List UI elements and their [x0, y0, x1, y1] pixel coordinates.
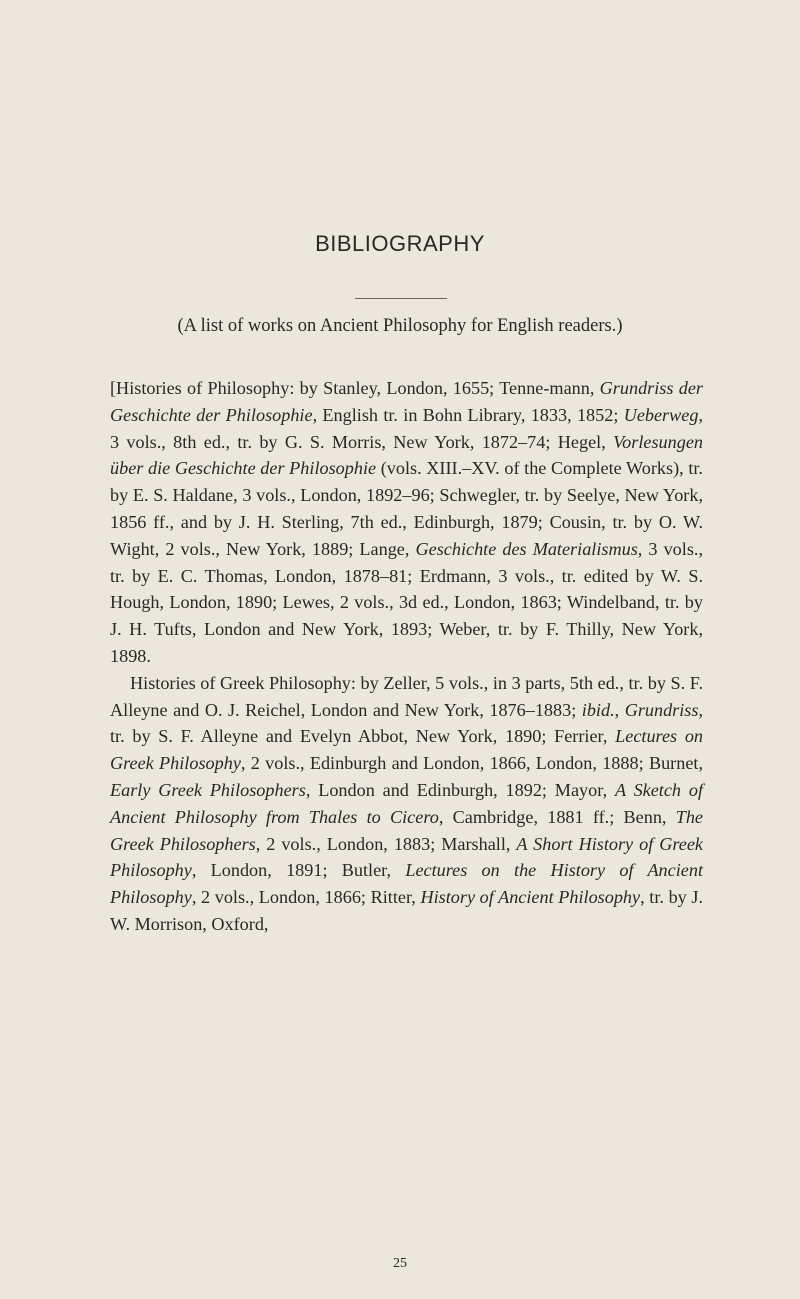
- text-segment: ,: [614, 699, 625, 720]
- work-title: A Sketch of Ancient Philosophy from Thales to Cicero: [110, 779, 704, 827]
- bibliography-body: [110, 375, 703, 938]
- text-segment: , 3 vols., 8th ed., tr. by G. S. Morris, New York, 1872–74; Hegel,: [110, 404, 703, 452]
- text-segment: , 2 vols., London, 1866; Ritter,: [191, 887, 421, 908]
- paragraph-histories-of-philosophy: [110, 375, 703, 670]
- page-number: 25: [393, 1256, 407, 1271]
- text-segment: , 2 vols., Edinburgh and London, 1866, London, 1888; Burnet,: [240, 753, 703, 774]
- page-title: BIBLIOGRAPHY: [315, 231, 485, 256]
- work-title: Grundriss: [624, 699, 699, 720]
- work-title: The Greek Philosophers: [110, 806, 703, 854]
- work-title: History of Ancient Philosophy: [420, 887, 641, 908]
- work-title: Lectures on the History of Ancient Philosophy: [110, 860, 703, 908]
- text-segment: , tr. by J. W. Morrison, Oxford,: [110, 887, 704, 934]
- work-title: Early Greek Philosophers: [110, 779, 306, 800]
- title-rule: [355, 298, 447, 299]
- page-subtitle: (A list of works on Ancient Philosophy for English readers.): [177, 316, 623, 336]
- work-title: Ueberweg: [623, 404, 699, 425]
- paragraph-histories-of-greek-philosophy: [110, 670, 703, 938]
- text-segment: [Histories of Philosophy: by Stanley, London, 1655; Tenne-mann,: [110, 378, 600, 398]
- text-segment: , 2 vols., London, 1883; Marshall,: [255, 833, 517, 854]
- text-segment: Histories of Greek Philosophy: by Zeller, 5 vols., in 3 parts, 5th ed., tr. by S. F. Alleyne and O. J. Reichel, London and New York, 1876–1883;: [110, 672, 703, 720]
- text-segment: (vols. XIII.–XV. of the Complete Works), tr. by E. S. Haldane, 3 vols., London, 1892–96; Schwegler, tr. by Seelye, New York, 1856 ff., and by J. H. Sterling, 7th ed., Edinburgh, 1879; Cousin, tr. by O. W. Wight, 2 vols., New York, 1889; Lange,: [110, 458, 703, 559]
- text-segment: , English tr. in Bohn Library, 1833, 1852;: [312, 404, 624, 425]
- text-segment: , 3 vols., tr. by E. C. Thomas, London, 1878–81; Erdmann, 3 vols., tr. edited by W. S. Hough, London, 1890; Lewes, 2 vols., 3d ed., London, 1863; Windelband, tr. by J. H. Tufts, London and New York, 1893; Weber, tr. by F. Thilly, New York, 1898.: [110, 538, 703, 666]
- work-title: Geschichte des Materialismus: [415, 538, 638, 559]
- text-segment: , London, 1891; Butler,: [191, 860, 406, 881]
- text-segment: , tr. by S. F. Alleyne and Evelyn Abbot, New York, 1890; Ferrier,: [110, 699, 704, 747]
- text-segment: , Cambridge, 1881 ff.; Benn,: [438, 806, 676, 827]
- work-title: ibid.: [581, 699, 615, 720]
- work-title: Vorlesungen über die Geschichte der Philosophie: [110, 431, 703, 479]
- text-segment: , London and Edinburgh, 1892; Mayor,: [305, 779, 615, 800]
- work-title: A Short History of Greek Philosophy: [110, 833, 703, 881]
- work-title: Grundriss der Geschichte der Philosophie: [110, 378, 703, 425]
- work-title: Lectures on Greek Philosophy: [110, 726, 704, 774]
